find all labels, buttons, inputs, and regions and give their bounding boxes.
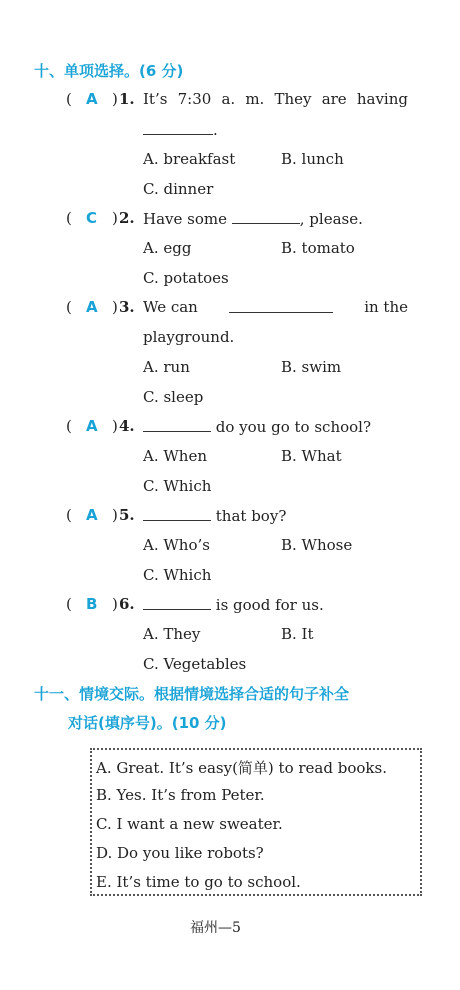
question-1-option-a: A. breakfast (143, 150, 236, 168)
answer-blank (143, 417, 211, 432)
stem-after: do you go to school? (215, 418, 372, 436)
paren-close: ) (112, 209, 118, 227)
question-3-option-a: A. run (143, 358, 190, 376)
question-2-option-c: C. potatoes (143, 269, 229, 287)
answer-1: A (86, 90, 98, 108)
question-4-stem-line (66, 417, 408, 439)
answer-blank (232, 209, 300, 224)
question-3-stem-line2: playground. (143, 328, 235, 346)
paren-close: ) (112, 298, 118, 316)
question-6-stem-line (66, 595, 408, 617)
question-4-option-b: B. What (281, 447, 342, 465)
question-1-option-c: C. dinner (143, 180, 214, 198)
answer-4: A (86, 417, 98, 435)
question-2-option-b: B. tomato (281, 239, 355, 257)
question-number: 4. (119, 417, 135, 435)
stem-end: . (213, 121, 218, 139)
question-3-stem-line (66, 298, 408, 320)
question-6-stem (143, 595, 408, 614)
question-1-stem-line (66, 90, 408, 112)
question-5-option-b: B. Whose (281, 536, 353, 554)
question-number: 3. (119, 298, 135, 316)
answer-6: B (86, 595, 98, 613)
paren-open: ( (66, 417, 72, 435)
stem-after: that boy? (215, 507, 287, 525)
stem-after: in the (364, 298, 408, 316)
dialogue-option-b: B. Yes. It’s from Peter. (96, 786, 265, 804)
question-2-option-a: A. egg (143, 239, 192, 257)
paren-open: ( (66, 209, 72, 227)
answer-blank (143, 120, 213, 135)
question-1-stem-line2 (143, 120, 218, 139)
stem-after: is good for us. (215, 596, 324, 614)
paren-open: ( (66, 90, 72, 108)
question-4-stem (143, 417, 408, 436)
question-6-option-b: B. It (281, 625, 314, 643)
question-3-stem (143, 298, 408, 316)
dialogue-option-d: D. Do you like robots? (96, 844, 264, 862)
page-footer: 福州—5 (190, 920, 241, 936)
question-6-option-c: C. Vegetables (143, 655, 247, 673)
stem-after: , please. (299, 210, 363, 228)
stem-before: Have some (143, 210, 227, 228)
paren-close: ) (112, 417, 118, 435)
paren-close: ) (112, 90, 118, 108)
question-4-option-a: A. When (143, 447, 207, 465)
question-number: 5. (119, 506, 135, 524)
section-11-title-line1: 十一、情境交际。根据情境选择合适的句子补全 (34, 685, 350, 703)
question-3-option-c: C. sleep (143, 388, 204, 406)
question-2-stem (143, 209, 408, 228)
answer-blank (143, 506, 211, 521)
paren-close: ) (112, 506, 118, 524)
question-3-option-b: B. swim (281, 358, 342, 376)
section-11-title-line2: 对话(填序号)。(10 分) (68, 714, 227, 732)
answer-blank (229, 298, 333, 313)
paren-open: ( (66, 506, 72, 524)
question-5-stem-line (66, 506, 408, 528)
answer-5: A (86, 506, 98, 524)
question-number: 1. (119, 90, 135, 108)
question-1-stem: It’s 7:30 a. m. They are having (143, 90, 408, 108)
question-5-option-c: C. Which (143, 566, 212, 584)
paren-close: ) (112, 595, 118, 613)
dialogue-option-a: A. Great. It’s easy(简单) to read books. (96, 759, 387, 777)
paren-open: ( (66, 298, 72, 316)
question-4-option-c: C. Which (143, 477, 212, 495)
dialogue-option-e: E. It’s time to go to school. (96, 873, 301, 891)
section-10-title: 十、单项选择。(6 分) (34, 62, 184, 80)
question-2-stem-line (66, 209, 408, 231)
paren-open: ( (66, 595, 72, 613)
dialogue-option-c: C. I want a new sweater. (96, 815, 283, 833)
question-number: 6. (119, 595, 135, 613)
answer-2: C (86, 209, 98, 227)
question-1-option-b: B. lunch (281, 150, 344, 168)
question-6-option-a: A. They (143, 625, 201, 643)
question-5-option-a: A. Who’s (143, 536, 210, 554)
question-number: 2. (119, 209, 135, 227)
stem-before: We can (143, 298, 198, 316)
question-5-stem (143, 506, 408, 525)
answer-blank (143, 595, 211, 610)
answer-3: A (86, 298, 98, 316)
